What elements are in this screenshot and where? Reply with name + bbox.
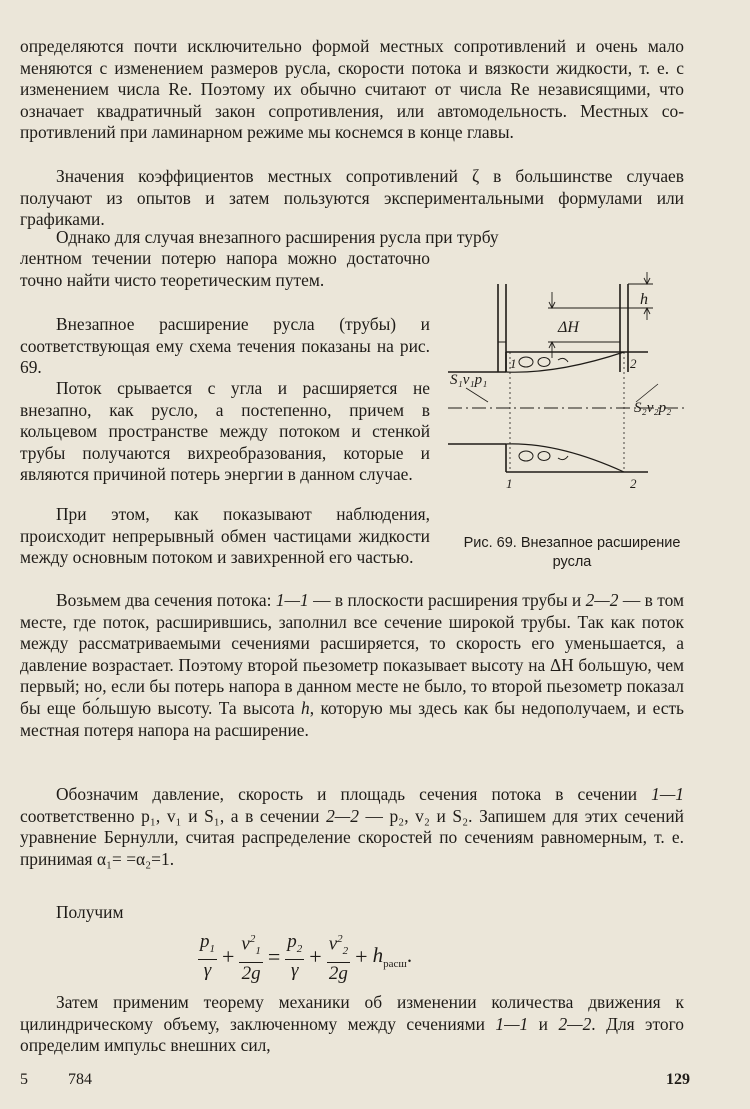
paragraph-1: определяются почти исключительно формой местных сопротивлений и очень мало меняются с изменением размеров русла, скорости потока и вязкости жидкости, т. е. с изменением числа Re. Поэтому их обычно считают от числа Re независящими, что означает квадратичный закон сопротивления, или автомодельность. Местных сопротивлений при ламинарном режиме мы коснемся в конце главы.: [20, 36, 684, 143]
label-h: h: [640, 291, 648, 308]
label-s1-v1-p1: S₁v₁p₁: [450, 372, 488, 388]
label-delta-h: ΔH: [558, 319, 579, 336]
print-code: 784: [68, 1071, 92, 1088]
fraction-p1-gamma: $\frac{p_1}{\gamma}$: [200, 930, 215, 982]
fraction-p2-gamma: $\frac{p_2}{\gamma}$: [287, 930, 303, 982]
fraction-v2-2g: $\frac{v^2_2}{2g}$: [327, 928, 350, 985]
fraction-v1-2g: $\frac{v^2_1}{2g}$: [239, 928, 262, 985]
page-number: 129: [666, 1071, 690, 1088]
paragraph-4: Внезапное расширение русла (трубы) и соответствующая ему схема течения показаны на рис. 69.: [20, 314, 430, 378]
paragraph-9: Получим: [56, 902, 124, 922]
figure-caption: Рис. 69. Внезапное расширение русла: [463, 535, 681, 570]
paragraph-3-rest: лентном течении потерю напора можно достаточно точно найти чисто теоретическим путем.: [20, 248, 430, 290]
bernoulli-formula: $\frac{p_1}{\gamma}$ + $\frac{v^2_1}{2g}$ = $\frac{p_2}{\gamma}$ + $\frac{v^2_2}{2g}$ + $h_{расш}$.: [198, 928, 412, 985]
label-section-2-bottom: 2: [630, 476, 637, 491]
paragraph-7: Возьмем два сечения потока: 1—1 — в плоскости расширения трубы и 2—2 — в том месте, где поток, расширившись, заполнил все сечение широкой трубы. Так как поток между рассматриваемыми сечениями расширяется, то скорость его уменьшается, а давление возрастает. Поэтому второй пьезометр показывает высоту на ΔH большую, чем первый; но, если бы потерь напора в данном месте не было, то второй пьезометр показал бы еще бо́льшую высоту. Та высота h, которую мы здесь как бы недополучаем, и есть местная потеря напора на расширение.: [20, 590, 684, 740]
paragraph-5: Поток срывается с угла и расширяется не внезапно, как русло, а постепенно, причем в кольцевом пространстве между потоком и стенкой трубы получаются вихреобразования, которые и являются причиной потерь энергии в данном случае.: [20, 378, 430, 485]
paragraph-8: Обозначим давление, скорость и площадь сечения потока в сечении 1—1 соответственно p₁, v₁ и S₁, а в сечении 2—2 — p₂, v₂ и S₂. Запишем для этих сечений уравнение Бернулли, считая распределение скоростей по сечениям равномерным, т. е. принимая α₁= =α₂=1.: [20, 784, 684, 869]
paragraph-3-first-line: Однако для случая внезапного расширения русла при турбу: [56, 227, 499, 247]
paragraph-10: Затем применим теорему механики об изменении количества движения к цилиндрическому объему, заключенному между сечениями 1—1 и 2—2. Для этого определим импульс внешних сил,: [20, 992, 684, 1056]
paragraph-2: Значения коэффициентов местных сопротивлений ζ в большинстве случаев получают из опытов и затем пользуются экспериментальными формулами или графиками.: [20, 166, 684, 230]
label-section-1-top: 1: [510, 356, 517, 371]
label-section-2-top: 2: [630, 356, 637, 371]
sudden-expansion-figure: [448, 262, 688, 502]
signature-mark: 5: [20, 1071, 28, 1088]
label-section-1-bottom: 1: [506, 476, 513, 491]
paragraph-6: При этом, как показывают наблюдения, происходит непрерывный обмен частицами жидкости между основным потоком и завихренной его частью.: [20, 504, 430, 568]
label-s2-v2-p2: S₂v₂p₂: [634, 400, 672, 416]
